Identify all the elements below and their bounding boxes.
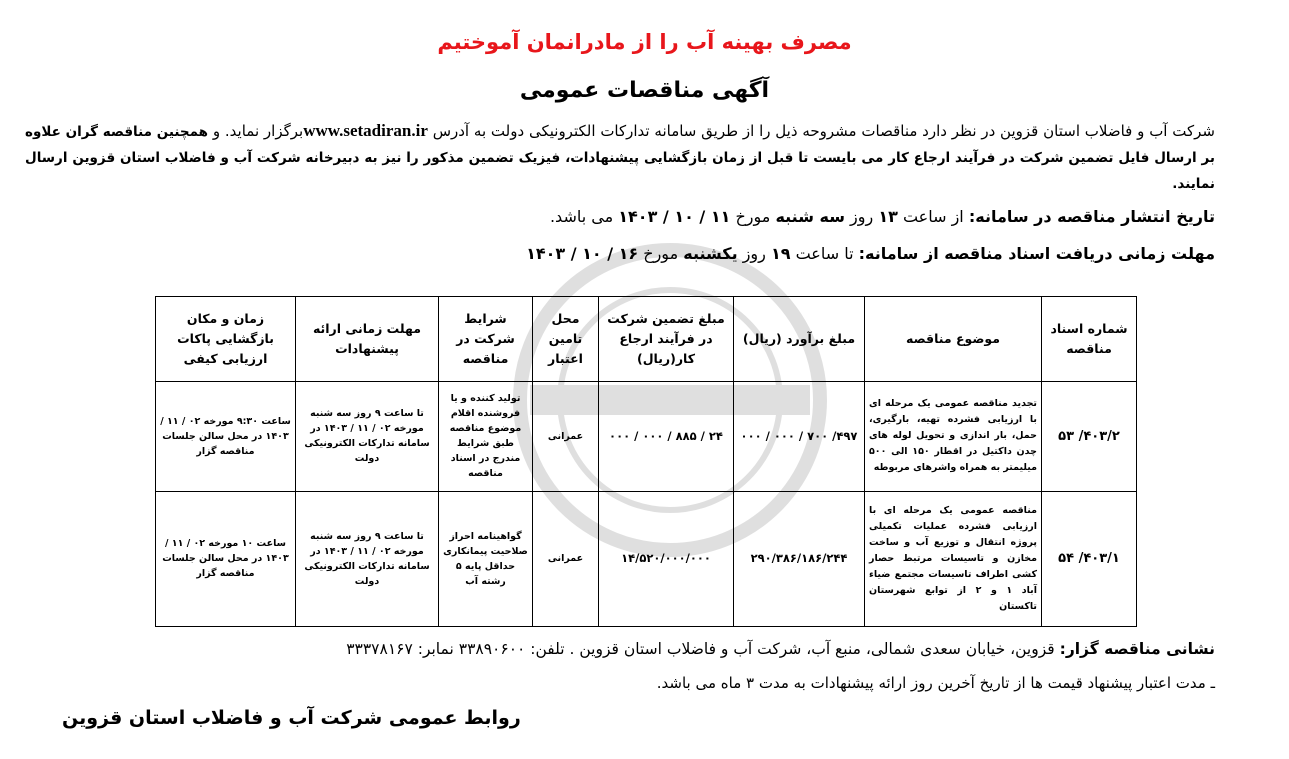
signature: روابط عمومی شرکت آب و فاضلاب استان قزوین (62, 707, 521, 729)
header-funding: محل تامین اعتبار (533, 297, 599, 382)
opening-cell: ساعت ۱۰ مورخه ۰۲ / ۱۱ / ۱۴۰۳ در محل سالن جلسات مناقصه گزار (156, 491, 296, 626)
intro-text: شرکت آب و فاضلاب استان قزوین در نظر دارد مناقصات مشروحه ذیل را از طریق سامانه تدارکات الکترونیکی دولت به آدرس (432, 122, 1215, 140)
publish-label: تاریخ انتشار مناقصه در سامانه: (968, 207, 1215, 226)
deadline-text: روز (742, 244, 766, 263)
deadline-text: مورخ (643, 244, 679, 263)
conditions-cell: گواهینامه احراز صلاحیت پیمانکاری حداقل پایه ۵ رشته آب (439, 491, 533, 626)
publish-date: ۱۱ / ۱۰ / ۱۴۰۳ (618, 207, 731, 226)
header-conditions: شرایط شرکت در مناقصه (439, 297, 533, 382)
opening-cell: ساعت ۹:۳۰ مورخه ۰۲ / ۱۱ / ۱۴۰۳ در محل سالن جلسات مناقصه گزار (156, 382, 296, 492)
address-line (25, 640, 1215, 658)
intro-text-end: برگزار نماید. و (212, 122, 304, 140)
publish-date-line (25, 207, 1215, 226)
slogan: مصرف بهینه آب را از مادرانمان آموختیم (437, 30, 852, 54)
estimate-cell: ۲۹۰/۳۸۶/۱۸۶/۲۴۴ (734, 491, 865, 626)
header-doc-number: شماره اسناد مناقصه (1042, 297, 1137, 382)
subject-cell: مناقصه عمومی یک مرحله ای با ارزیابی فشرده عملیات تکمیلی پروژه انتقال و توزیع آب و ساخت مخازن و تاسیسات مرتبط حصار کشی اطراف تاسیسات مجتمع ضیاء آباد ۱ و ۲ از توابع شهرستان تاکستان (865, 491, 1042, 626)
header-subject: موضوع مناقصه (865, 297, 1042, 382)
guarantee-cell: ۲۴ / ۸۸۵ / ۰۰۰ / ۰۰۰ (599, 382, 734, 492)
estimate-cell: ۴۹۷/ ۷۰۰ / ۰۰۰ / ۰۰۰ (734, 382, 865, 492)
deadline-text: تا ساعت (795, 244, 854, 263)
address-text: قزوین، خیابان سعدی شمالی، منبع آب، شرکت آب و فاضلاب استان قزوین . تلفن: ۳۳۸۹۰۶۰۰ نمابر: ۳۳۳۷۸۱۶۷ (346, 640, 1055, 658)
header-guarantee: مبلغ تضمین شرکت در فرآیند ارجاع کار(ریال) (599, 297, 734, 382)
page-title: آگهی مناقصات عمومی (519, 78, 770, 103)
submission-cell: تا ساعت ۹ روز سه شنبه مورخه ۰۲ / ۱۱ / ۱۴۰۳ در سامانه تدارکات الکترونیکی دولت (296, 491, 439, 626)
intro-paragraph (25, 118, 1215, 197)
publish-text: مورخ (735, 207, 771, 226)
doc-number-cell: ۴۰۳/۱/ ۵۴ (1042, 491, 1137, 626)
publish-text: می باشد. (549, 207, 614, 226)
deadline-date: ۱۶ / ۱۰ / ۱۴۰۳ (526, 244, 639, 263)
validity-line: ـ مدت اعتبار پیشنهاد قیمت ها از تاریخ آخرین روز ارائه پیشنهادات به مدت ۳ ماه می باشد. (656, 674, 1215, 692)
deadline-label: مهلت زمانی دریافت اسناد مناقصه از سامانه: (858, 244, 1215, 263)
subject-cell: تجدید مناقصه عمومی یک مرحله ای با ارزیابی فشرده تهیه، بارگیری، حمل، بار اندازی و تحویل لوله های چدن داکتیل در اقطار ۱۵۰ الی ۵۰۰ میلیمتر به همراه واشرهای مربوطه (865, 382, 1042, 492)
publish-text: روز (850, 207, 874, 226)
header-opening: زمان و مکان بازگشایی پاکات ارزیابی کیفی (156, 297, 296, 382)
conditions-cell: تولید کننده و یا فروشنده اقلام موضوع مناقصه طبق شرایط مندرج در اسناد مناقصه (439, 382, 533, 492)
address-label: نشانی مناقصه گزار: (1059, 640, 1215, 658)
deadline-day: یکشنبه (683, 244, 738, 263)
table-row (156, 491, 1137, 626)
guarantee-cell: ۱۴/۵۲۰/۰۰۰/۰۰۰ (599, 491, 734, 626)
table-row (156, 382, 1137, 492)
publish-text: از ساعت (902, 207, 964, 226)
header-estimate: مبلغ برآورد (ریال) (734, 297, 865, 382)
publish-day: سه شنبه (775, 207, 845, 226)
setadiran-link[interactable]: www.setadiran.ir (303, 121, 428, 140)
publish-hour: ۱۳ (878, 207, 898, 226)
intro-guarantee-text: همچنین مناقصه گران علاوه بر ارسال فایل تضمین شرکت در فرآیند ارجاع کار می بایست تا قبل از زمان بازگشایی پیشنهادات، فیزیک تضمین مذکور را نیز به دبیرخانه شرکت آب و فاضلاب استان قزوین ارسال نمایند. (25, 124, 1215, 192)
submission-cell: تا ساعت ۹ روز سه شنبه مورخه ۰۲ / ۱۱ / ۱۴۰۳ در سامانه تدارکات الکترونیکی دولت (296, 382, 439, 492)
doc-number-cell: ۴۰۳/۲/ ۵۳ (1042, 382, 1137, 492)
table-header-row (156, 297, 1137, 382)
header-submission: مهلت زمانی ارائه پیشنهادات (296, 297, 439, 382)
deadline-hour: ۱۹ (770, 244, 791, 263)
deadline-line (25, 244, 1215, 263)
tenders-table (155, 296, 1137, 627)
funding-cell: عمرانی (533, 382, 599, 492)
funding-cell: عمرانی (533, 491, 599, 626)
